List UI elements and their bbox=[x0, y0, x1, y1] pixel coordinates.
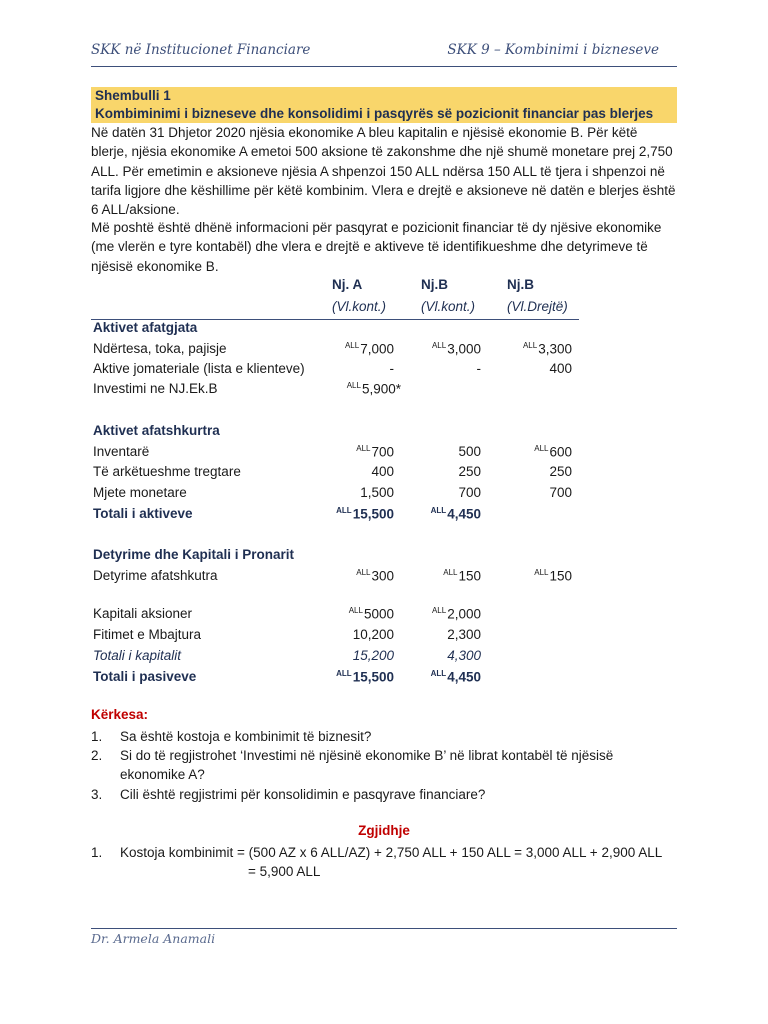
footer-author: Dr. Armela Anamali bbox=[91, 931, 216, 946]
page-footer bbox=[91, 928, 677, 946]
example-title: Shembulli 1 bbox=[95, 88, 171, 103]
row-label: Detyrime afatshkutra bbox=[93, 568, 218, 583]
col-c-sub: (Vl.Drejtë) bbox=[507, 299, 568, 314]
table-row bbox=[91, 627, 579, 647]
requirement-number: 1. bbox=[91, 729, 103, 744]
table-row bbox=[91, 381, 579, 401]
info-paragraph: Më poshtë është dhënë informacioni për pasqyrat e pozicionit financiar të dy njësive ekonomike (me vlerën e tyre kontabël) dhe vlera e drejtë e aktiveve të identifikueshme dhe detyrimeve të njësisë ekonomike B. bbox=[91, 220, 662, 274]
cell-a: - bbox=[389, 361, 394, 376]
section-label: Aktivet afatgjata bbox=[93, 320, 198, 335]
row-label: Aktive jomateriale (lista e klienteve) bbox=[93, 361, 305, 376]
col-c-head: Nj.B bbox=[507, 277, 534, 292]
cell-a: $^{ALL}$15,500 bbox=[336, 506, 394, 522]
requirement-text: Si do të regjistrohet ‘Investimi në njësinë ekonomike B’ në librat kontabël të njësisë ekonomike A? bbox=[120, 748, 614, 783]
cell-b: $^{ALL}$4,450 bbox=[430, 506, 481, 522]
row-label: Ndërtesa, toka, pajisje bbox=[93, 341, 227, 356]
example-title-box bbox=[91, 87, 677, 123]
cell-c: 400 bbox=[549, 361, 572, 376]
cell-c: 250 bbox=[549, 464, 572, 479]
cell-a: $^{ALL}$7,000 bbox=[344, 341, 394, 357]
col-b-head: Nj.B bbox=[421, 277, 448, 292]
row-label: Totali i pasiveve bbox=[93, 669, 197, 684]
table-row bbox=[91, 485, 579, 505]
table-row bbox=[91, 464, 579, 484]
row-label: Të arkëtueshme tregtare bbox=[93, 464, 241, 479]
section-long-term bbox=[91, 320, 579, 340]
cell-a: $^{ALL}$5,900* bbox=[346, 381, 401, 397]
header-course: SKK në Institucionet Financiare bbox=[91, 42, 311, 58]
col-a-head: Nj. A bbox=[332, 277, 363, 292]
cell-b: - bbox=[476, 361, 481, 376]
cell-c: 700 bbox=[549, 485, 572, 500]
cell-b: 2,300 bbox=[447, 627, 481, 642]
row-label: Inventarë bbox=[93, 444, 150, 459]
example-subtitle: Kombiminimi i bizneseve dhe konsolidimi i pasqyrës së pozicionit financiar pas blerjes bbox=[95, 106, 654, 121]
row-label: Investimi ne NJ.Ek.B bbox=[93, 381, 218, 396]
section-label: Detyrime dhe Kapitali i Pronarit bbox=[93, 547, 295, 562]
cell-c: $^{ALL}$600 bbox=[534, 444, 572, 460]
row-label: Kapitali aksioner bbox=[93, 606, 193, 621]
table-row bbox=[91, 669, 579, 689]
cell-b: 250 bbox=[458, 464, 481, 479]
cell-b: $^{ALL}$3,000 bbox=[431, 341, 481, 357]
cell-b: $^{ALL}$2,000 bbox=[431, 606, 481, 622]
cell-a: $^{ALL}$700 bbox=[356, 444, 394, 460]
cell-b: $^{ALL}$4,450 bbox=[430, 669, 481, 685]
cell-b: 700 bbox=[458, 485, 481, 500]
col-b-sub: (Vl.kont.) bbox=[421, 299, 476, 314]
row-label: Fitimet e Mbajtura bbox=[93, 627, 202, 642]
cell-a: $^{ALL}$15,500 bbox=[336, 669, 394, 685]
cell-a: $^{ALL}$300 bbox=[356, 568, 394, 584]
table-row bbox=[91, 506, 579, 526]
cell-b: $^{ALL}$150 bbox=[443, 568, 481, 584]
requirement-number: 2. bbox=[91, 748, 103, 763]
solution-line-2: = 5,900 ALL bbox=[248, 864, 321, 879]
table-row bbox=[91, 648, 579, 668]
cell-a: $^{ALL}$5000 bbox=[348, 606, 394, 622]
table-row bbox=[91, 444, 579, 464]
page-header bbox=[91, 40, 677, 67]
solution-line-1: Kostoja kombinimit = (500 AZ x 6 ALL/AZ) + 2,750 ALL + 150 ALL = 3,000 ALL + 2,900 ALL bbox=[120, 845, 663, 860]
cell-b: 4,300 bbox=[447, 648, 481, 663]
row-label: Totali i kapitalit bbox=[93, 648, 182, 663]
solution-number: 1. bbox=[91, 845, 103, 860]
cell-c: $^{ALL}$150 bbox=[534, 568, 572, 584]
cell-b: 500 bbox=[458, 444, 481, 459]
section-label: Aktivet afatshkurtra bbox=[93, 423, 220, 438]
section-short-term bbox=[91, 423, 579, 443]
requirements-title: Kërkesa: bbox=[91, 707, 149, 722]
requirement-text: Sa është kostoja e kombinimit të biznesit? bbox=[120, 729, 372, 744]
requirement-number: 3. bbox=[91, 787, 103, 802]
row-label: Mjete monetare bbox=[93, 485, 187, 500]
header-chapter: SKK 9 – Kombinimi i bizneseve bbox=[447, 42, 659, 58]
cell-c: $^{ALL}$3,300 bbox=[522, 341, 572, 357]
table-row bbox=[91, 568, 579, 588]
requirement-text: Cili është regjistrimi për konsolidimin e pasqyrave financiare? bbox=[120, 787, 486, 802]
row-label: Totali i aktiveve bbox=[93, 506, 193, 521]
solution-title: Zgjidhje bbox=[358, 823, 410, 838]
cell-a: 400 bbox=[371, 464, 394, 479]
table-row bbox=[91, 606, 579, 626]
table-row bbox=[91, 341, 579, 361]
cell-a: 10,200 bbox=[352, 627, 394, 642]
table-row bbox=[91, 361, 579, 381]
intro-paragraph: Në datën 31 Dhjetor 2020 njësia ekonomike A bleu kapitalin e njësisë ekonomie B. Për këtë blerje, njësia ekonomike A emetoi 500 aksione të zakonshme dhe një shumë monetare prej 2,750 ALL. Për emetimin e aksioneve njësia A shpenzoi 150 ALL ndërsa 150 ALL të tjera i shpenzoi në tarifa ligjore dhe këshillime për këtë kombinim. Vlera e drejtë e aksioneve në datën e blerjes është 6 ALL/aksione. bbox=[91, 125, 676, 218]
cell-a: 1,500 bbox=[360, 485, 394, 500]
cell-a: 15,200 bbox=[352, 648, 394, 663]
col-a-sub: (Vl.kont.) bbox=[332, 299, 387, 314]
section-liabilities bbox=[91, 547, 579, 567]
